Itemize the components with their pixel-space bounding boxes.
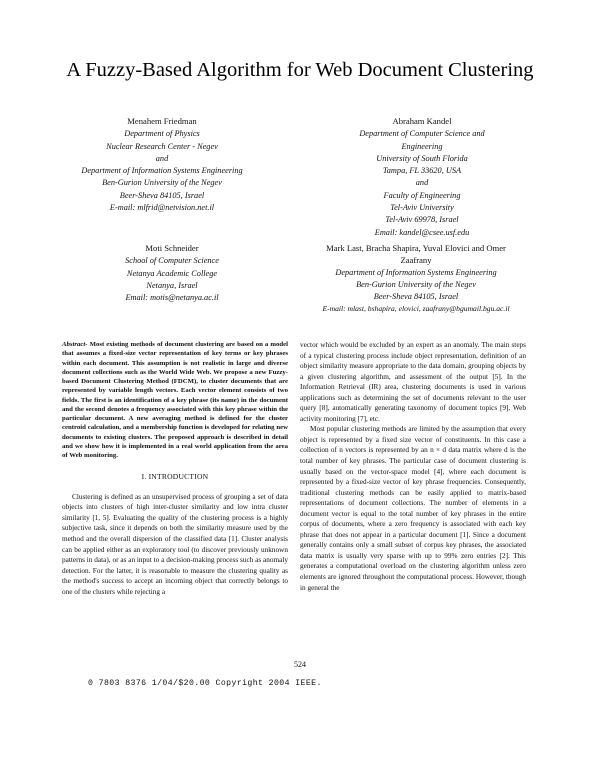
author-block-friedman	[52, 115, 272, 214]
author-email: Email: motis@netanya.ac.il	[125, 293, 219, 303]
author-email: Email: kandel@csee.usf.edu	[374, 227, 470, 237]
author-affiliation: and	[155, 153, 169, 163]
author-affiliation: Netanya Academic College	[126, 268, 218, 278]
author-affiliation: Nuclear Research Center - Negev	[106, 141, 218, 151]
author-affiliation: Ben-Gurion University of the Negev	[356, 279, 476, 289]
author-affiliation: Tampa, FL 33620, USA	[382, 166, 462, 176]
left-column	[62, 340, 288, 597]
author-block-last-et-al	[292, 242, 540, 316]
author-affiliation: Beer-Sheva 84105, Israel	[373, 292, 459, 302]
section-heading-introduction: I. INTRODUCTION	[141, 472, 209, 482]
author-affiliation: Department of Physics	[124, 129, 200, 139]
author-affiliation: Tel-Aviv University	[390, 203, 454, 213]
intro-paragraph-1: Clustering is defined as an unsupervised process of grouping a set of data objects into clusters of high inter-cluster similarity and low intra cluster similarity [1, 5]. Evaluating the quality of the clustering process is a highly subjective task, since it depends on both the similarity measure used by the method and the overall dispersion of the classified data [1]. Cluster analysis can be applied either as an exploratory tool (to discover previously unknown patterns in data), or as an input to a decision-making process such as anomaly detection. For the latter, it is reasonable to measure the clustering quality as the method's success to accept an incoming object that correctly belongs to one of the clusters while rejecting a	[62, 492, 288, 596]
author-name: Abraham Kandel	[392, 116, 452, 126]
author-affiliation: Department of Information Systems Engineering	[335, 267, 497, 277]
author-affiliation: Department of Computer Science and	[359, 129, 485, 139]
intro-paragraph-2: Most popular clustering methods are limited by the assumption that every object is represented by a fixed size vector of constituents. In this case a collection of n vectors is represented by an n × d data matrix where d is the total number of key phrases. The particular case of document clustering is usually based on the vector-space model [4], where each document is represented by a fixed-size vector of key phrase frequencies. Consequently, traditional clustering methods can be easily applied to matrix-based representations of document collections. The number of elements in a document vector is equal to the total number of key phrases in the entire corpus of documents, where a zero frequency is associated with each key phrase that does not appear in a particular document [1]. Since a document generally contains only a small subset of corpus key phrases, the associated data matrix is usually very sparse with up to 99% zero entries [2]. This generates a computational overload on the clustering algorithm unless zero elements are ignored throughout the computational process. However, though in general the	[300, 425, 526, 592]
author-block-schneider	[72, 242, 272, 304]
author-name: Mark Last, Bracha Shapira, Yuval Elovici and Omer Zaafrany	[326, 243, 506, 266]
author-affiliation: Tel-Aviv 69978, Israel	[385, 215, 459, 225]
author-block-kandel	[312, 115, 532, 239]
author-email: E-mail: mlfrid@netvision.net.il	[109, 203, 215, 213]
author-name: Moti Schneider	[145, 243, 199, 253]
author-affiliation: School of Computer Science	[125, 256, 219, 266]
author-affiliation: University of South Florida	[376, 153, 468, 163]
author-affiliation: and	[415, 178, 429, 188]
author-affiliation: Department of Information Systems Engineering	[81, 166, 243, 176]
right-column	[300, 340, 526, 593]
author-email: E-mail: mlast, bshapira, elovici, zaafrany@bgumail.bgu.ac.il	[322, 304, 510, 314]
paper-title: A Fuzzy-Based Algorithm for Web Document Clustering	[66, 59, 534, 81]
intro-paragraph-1-continued: vector which would be excluded by an expert as an anomaly. The main steps of a typical clustering process include object representation, definition of an object similarity measure appropriate to the data domain, grouping objects by a given clustering algorithm, and assessment of the output [5]. In the Information Retrieval (IR) area, clustering documents is used in various applications such as determining the set of documents relevant to the user query [8], automatically generating taxonomy of document topics [9], Web activity monitoring [7], etc.	[300, 341, 526, 423]
author-affiliation: Beer-Sheva 84105, Israel	[119, 190, 205, 200]
abstract	[62, 340, 288, 460]
abstract-text: - Most existing methods of document clustering are based on a model that assumes a fixed-size vector representation of key terms or key phrases within each document. This assumption is not realistic in large and diverse document collections such as the World Wide Web. We propose a new Fuzzy-based Document Clustering Method (FDCM), to cluster documents that are represented by variable length vectors. Each vector element consists of two fields. The first is an identification of a key phrase (its name) in the document and the second denotes a frequency associated with this key phrase within the particular document. A new averaging method is defined for the cluster centroid calculation, and a membership function is developed for relating new documents to existing clusters. The proposed approach is described in detail and we show how it is implemented in a real world application from the area of Web monitoring.	[62, 341, 288, 459]
author-name: Menahem Friedman	[127, 116, 197, 126]
copyright-notice: 0 7803 8376 1/04/$20.00 Copyright 2004 IEEE.	[88, 679, 322, 688]
author-affiliation: Faculty of Engineering	[383, 190, 461, 200]
abstract-lead: Abstract	[62, 341, 86, 348]
page-number: 524	[294, 660, 306, 669]
author-affiliation: Ben-Gurion University of the Negev	[102, 178, 222, 188]
author-affiliation: Netanya, Israel	[146, 280, 198, 290]
author-affiliation: Engineering	[401, 141, 443, 151]
